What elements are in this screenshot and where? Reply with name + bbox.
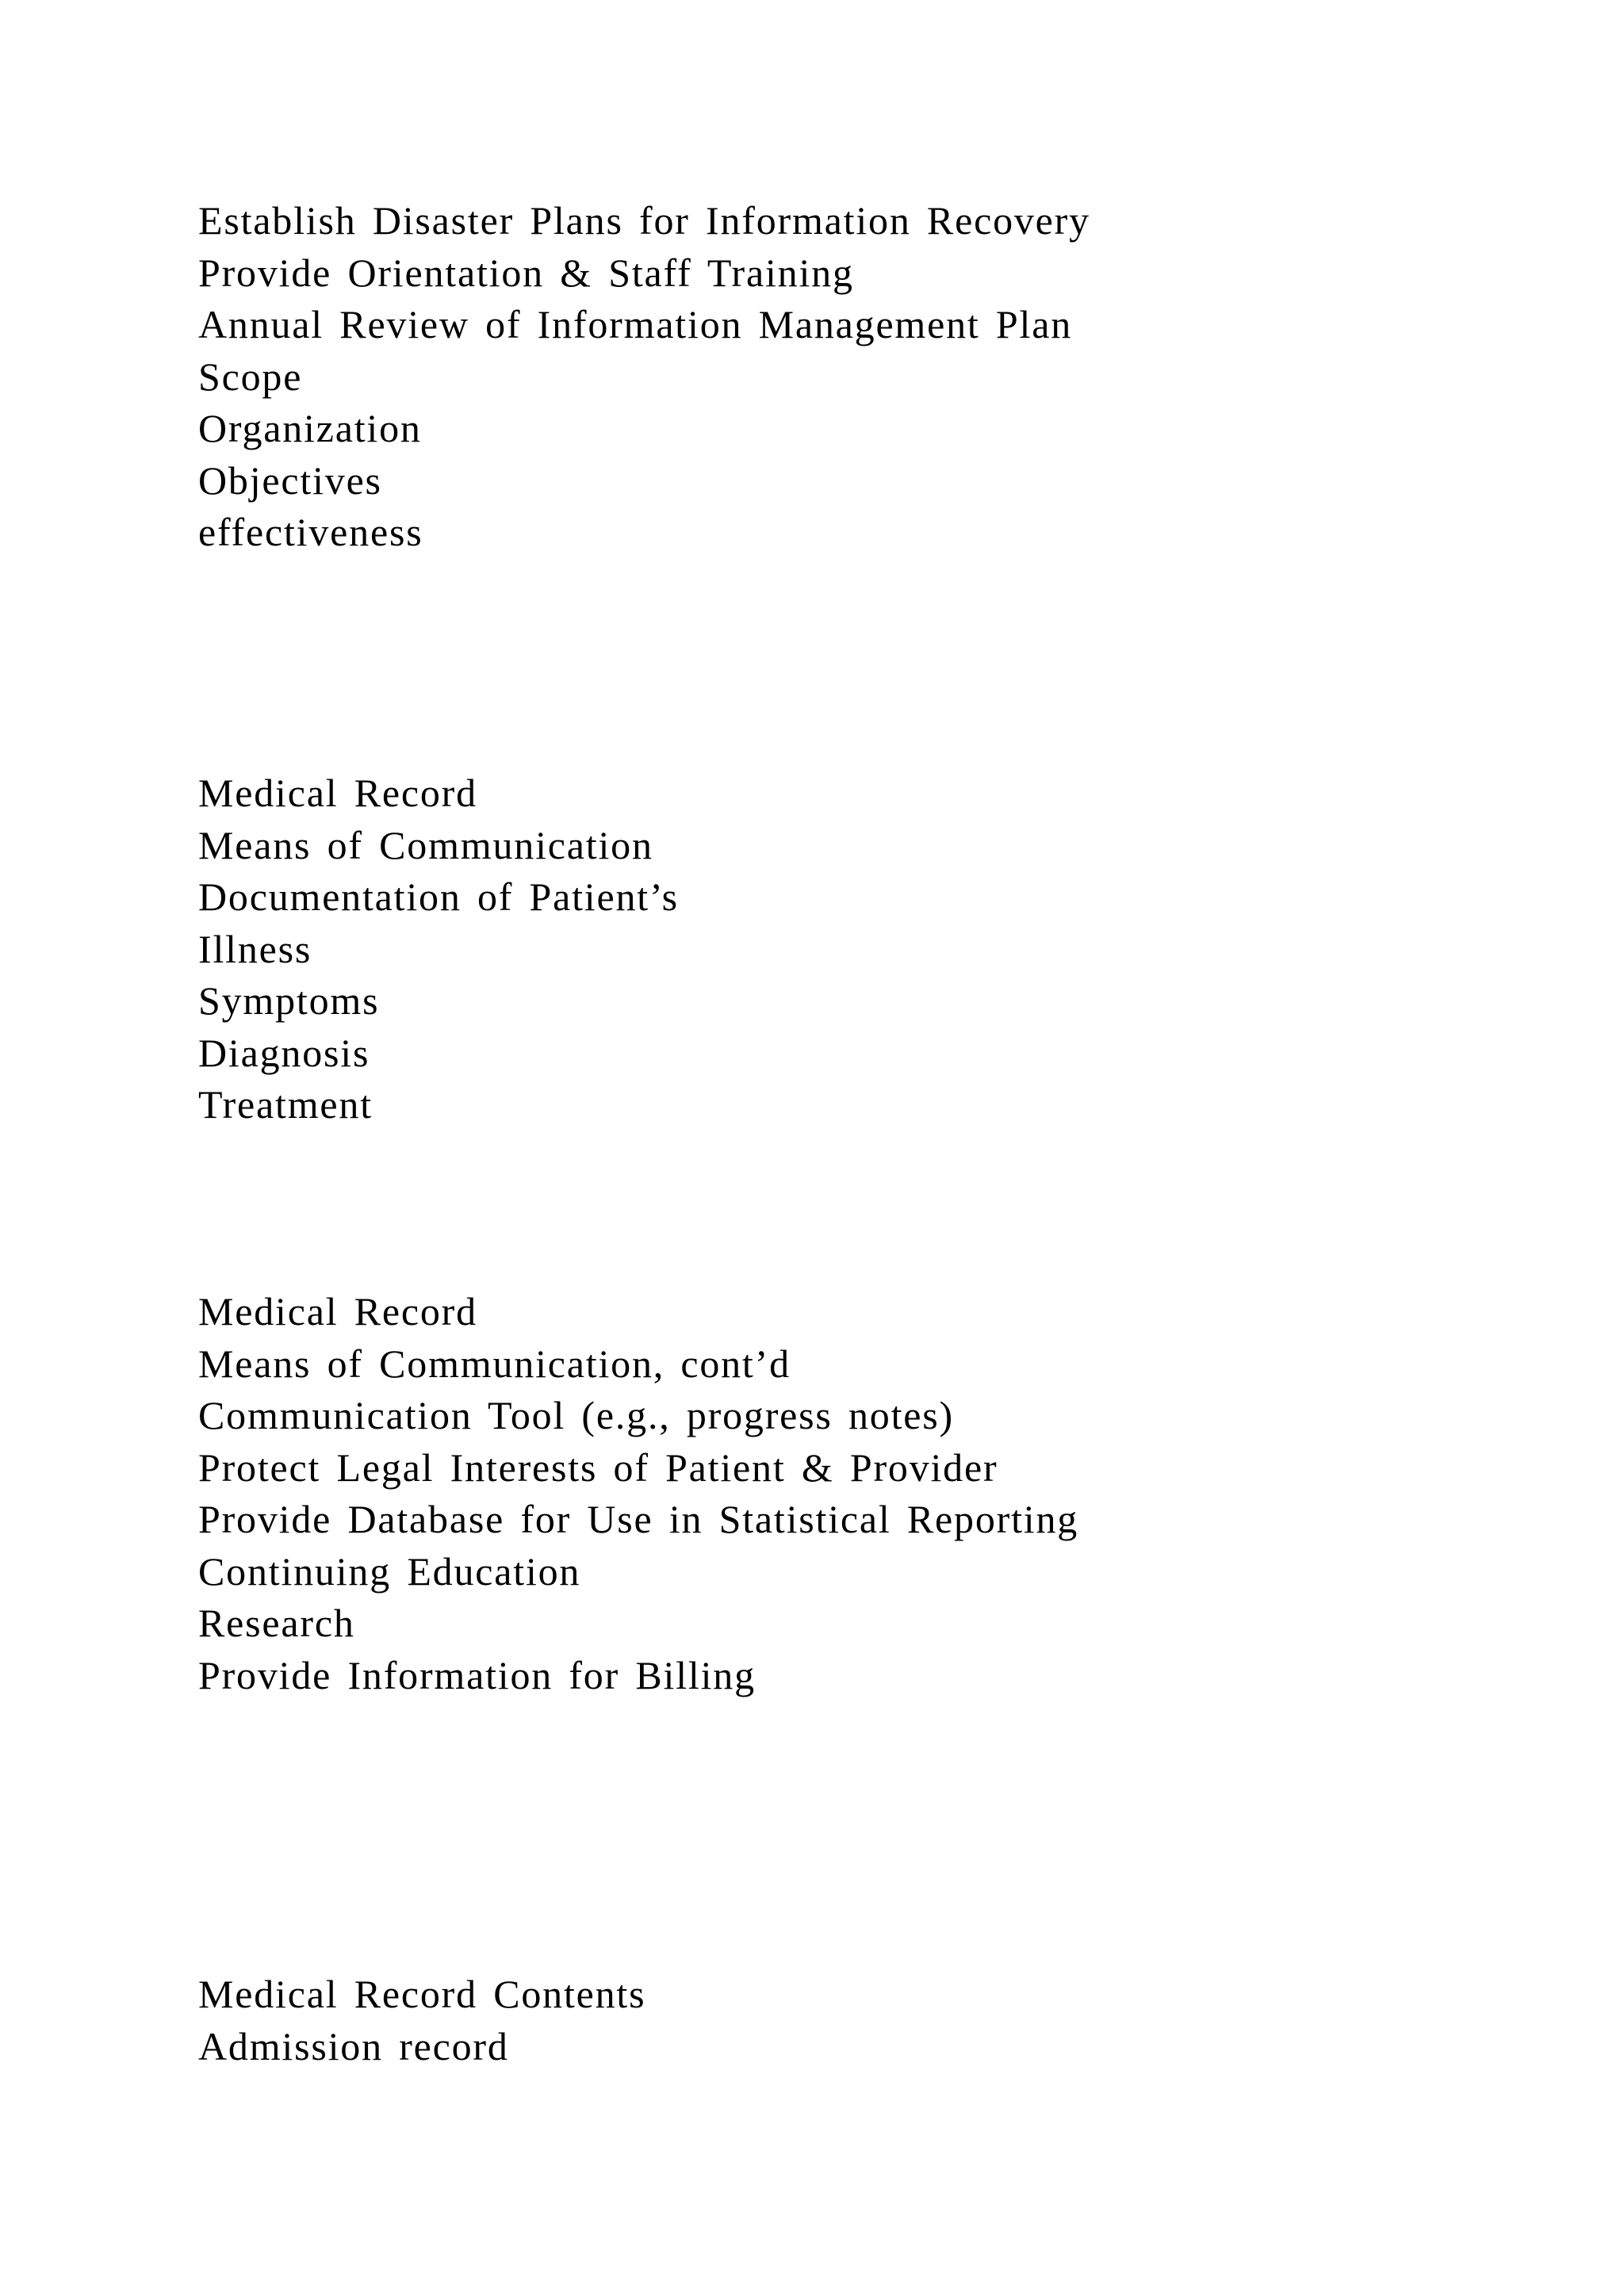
text-line: Organization (198, 406, 422, 450)
text-line: Annual Review of Information Management Plan (198, 302, 1072, 346)
text-line: Establish Disaster Plans for Information Recovery (198, 198, 1090, 243)
section-heading: Medical Record (198, 771, 477, 815)
text-line: Provide Information for Billing (198, 1652, 756, 1697)
section-heading: Medical Record (198, 1289, 477, 1334)
text-block-information-management (198, 195, 1090, 559)
text-line: Research (198, 1601, 355, 1645)
text-line: Scope (198, 354, 303, 399)
text-line: Documentation of Patient’s (198, 874, 679, 919)
text-line: Protect Legal Interests of Patient & Provider (198, 1445, 998, 1490)
text-line: Illness (198, 926, 312, 971)
text-line: Objectives (198, 457, 382, 503)
text-line: Provide Orientation & Staff Training (198, 250, 854, 295)
text-block-medical-record-contd (198, 1286, 1078, 1701)
text-line: Means of Communication (198, 822, 653, 867)
text-line: effectiveness (198, 510, 423, 554)
text-line: Continuing Education (198, 1548, 581, 1594)
text-line: Means of Communication, cont’d (198, 1341, 791, 1386)
text-line: Communication Tool (e.g., progress notes) (198, 1393, 954, 1437)
text-line: Diagnosis (198, 1030, 370, 1075)
text-line: Admission record (198, 2023, 509, 2068)
text-line: Provide Database for Use in Statistical Reporting (198, 1497, 1079, 1541)
text-line: Symptoms (198, 978, 380, 1023)
section-heading: Medical Record Contents (198, 1972, 646, 2016)
text-block-medical-record-contents (198, 1969, 645, 2072)
text-block-medical-record (198, 767, 679, 1131)
text-line: Treatment (198, 1082, 373, 1127)
